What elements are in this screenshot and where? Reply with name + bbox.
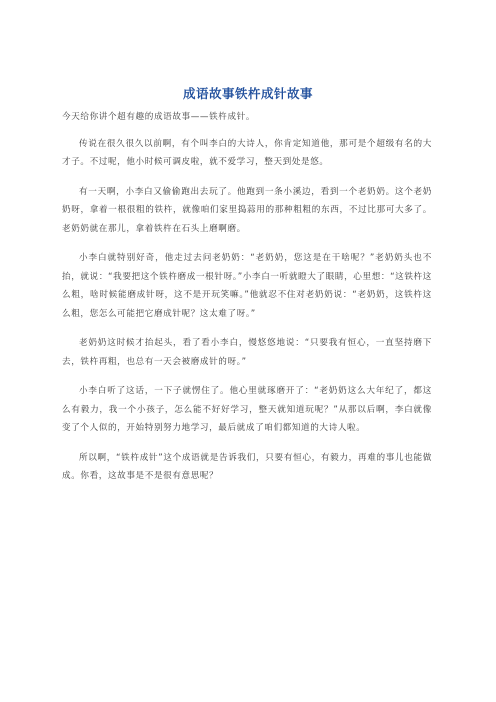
document-body bbox=[62, 108, 432, 497]
paragraph-dialogue: 小李白就特别好奇，他走过去问老奶奶：“老奶奶，您这是在干啥呢？”老奶奶头也不抬，就说：“我要把这个铁杵磨成一根针呀。”小李白一听就瞪大了眼睛，心里想：“这铁杵这么粗，啥时候能磨成针呀，这不是开玩笑嘛。”他就忍不住对老奶奶说：“老奶奶，这铁杵这么粗，您怎么可能把它磨成针呢？这太难了呀。” bbox=[62, 253, 432, 319]
document-title: 成语故事铁杵成针故事 bbox=[182, 86, 313, 101]
paragraph-intro: 今天给你讲个超有趣的成语故事——铁杵成针。 bbox=[62, 112, 256, 122]
paragraph-li-bai-childhood: 传说在很久很久以前啊，有个叫李白的大诗人，你肯定知道他，那可是个超级有名的大才子。不过呢，他小时候可调皮啦，就不爱学习，整天到处是悠。 bbox=[62, 138, 432, 167]
paragraph-meeting-grandma: 有一天啊，小李白又偷偷跑出去玩了。他跑到一条小溪边，看到一个老奶奶。这个老奶奶呀，拿着一根很粗的铁杵，就像咱们家里捣蒜用的那种粗粗的东西，不过比那可大多了。老奶奶就在那儿，拿着铁杵在石头上磨啊磨。 bbox=[62, 186, 432, 234]
paragraph-moral: 所以啊，“铁杵成针”这个成语就是告诉我们，只要有恒心，有毅力，再难的事儿也能做成。你看，这故事是不是很有意思呢？ bbox=[62, 452, 432, 481]
paragraph-grandma-reply: 老奶奶这时候才抬起头，看了看小李白，慢悠悠地说：“只要我有恒心，一直坚持磨下去，铁杵再粗，也总有一天会被磨成针的呀。” bbox=[62, 338, 432, 367]
paragraph-li-bai-changes: 小李白听了这话，一下子就愣住了。他心里就琢磨开了：“老奶奶这么大年纪了，都这么有毅力，我一个小孩子，怎么能不好好学习，整天就知道玩呢？”从那以后啊，李白就像变了个人似的，开始特别努力地学习，最后就成了咱们都知道的大诗人啦。 bbox=[62, 386, 432, 433]
